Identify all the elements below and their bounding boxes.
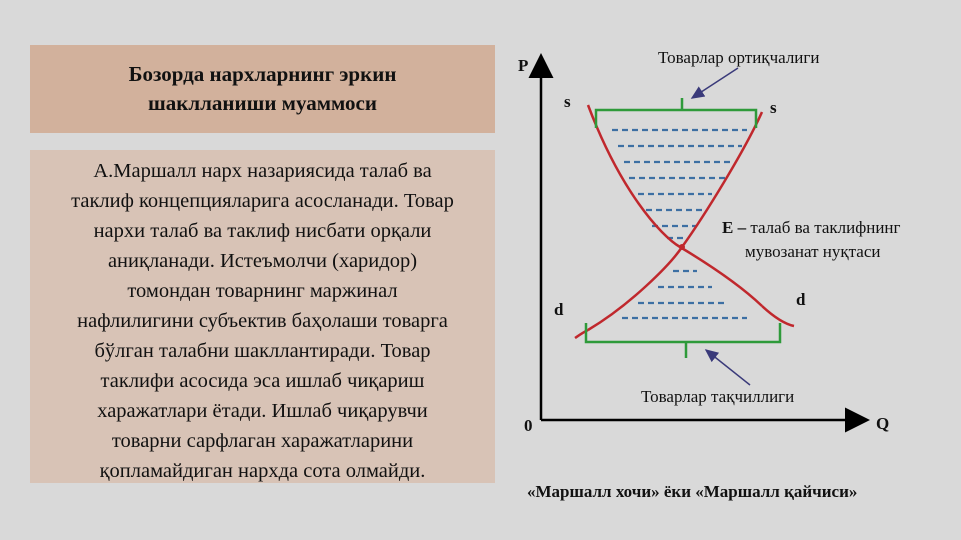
body-line: аниқланади. Истеъмолчи (харидор): [107, 250, 418, 272]
supply-label-left: s: [564, 92, 571, 111]
surplus-brace: [596, 98, 756, 128]
title-line-2: шаклланиши муаммоси: [148, 91, 377, 115]
diagram-caption: «Маршалл хочи» ёки «Маршалл қайчиси»: [527, 482, 858, 501]
shortage-dashes: [599, 271, 762, 323]
slide-title: [98, 60, 428, 118]
marshall-cross-diagram: [500, 40, 920, 445]
equilibrium-label-line2: мувозанат нуқтаси: [745, 242, 881, 261]
origin-label: 0: [524, 416, 533, 435]
supply-curve: [588, 105, 762, 306]
supply-label-right: s: [770, 98, 777, 117]
shortage-dashes-lower: [604, 310, 757, 322]
title-box: [30, 45, 495, 133]
body-line: бўлган талабни шакллантиради. Товар: [94, 340, 431, 362]
title-line-1: Бозорда нархларнинг эркин: [128, 62, 397, 86]
body-line: нархи талаб ва таклиф нисбати орқали: [93, 220, 432, 242]
body-line: таклиф концепцияларига асосланади. Товар: [71, 190, 454, 212]
body-line: А.Маршалл нарх назариясида талаб ва: [93, 160, 432, 182]
demand-label-left: d: [554, 300, 564, 319]
equilibrium-label-text: талаб ва таклифнинг: [746, 218, 901, 237]
shortage-label: Товарлар тақчиллиги: [641, 387, 795, 406]
axis-y-label: P: [518, 56, 529, 75]
surplus-arrow: [692, 68, 738, 98]
body-line: нафлилигини субъектив баҳолаши товарга: [77, 310, 448, 332]
axis-x-label: Q: [876, 414, 890, 433]
body-line: харажатлари ётади. Ишлаб чиқарувчи: [97, 400, 428, 422]
shortage-brace: [586, 323, 780, 358]
diagram-svg: [500, 40, 920, 440]
body-line: таклифи асосида эса ишлаб чиқариш: [100, 370, 425, 392]
body-text-box: [30, 150, 495, 483]
body-line: қопламайдиган нархда сота олмайди.: [99, 460, 426, 482]
body-line: томондан товарнинг маржинал: [127, 280, 398, 302]
surplus-label: Товарлар ортиқчалиги: [658, 48, 820, 67]
body-line: товарни сарфлаган харажатларини: [111, 430, 414, 452]
equilibrium-label-line1: [722, 218, 901, 238]
equilibrium-label-bold: E –: [722, 218, 747, 237]
demand-curve-tail: [762, 306, 794, 326]
shortage-arrow: [706, 350, 750, 385]
equilibrium-point: [679, 244, 685, 250]
demand-label-right: d: [796, 290, 806, 309]
